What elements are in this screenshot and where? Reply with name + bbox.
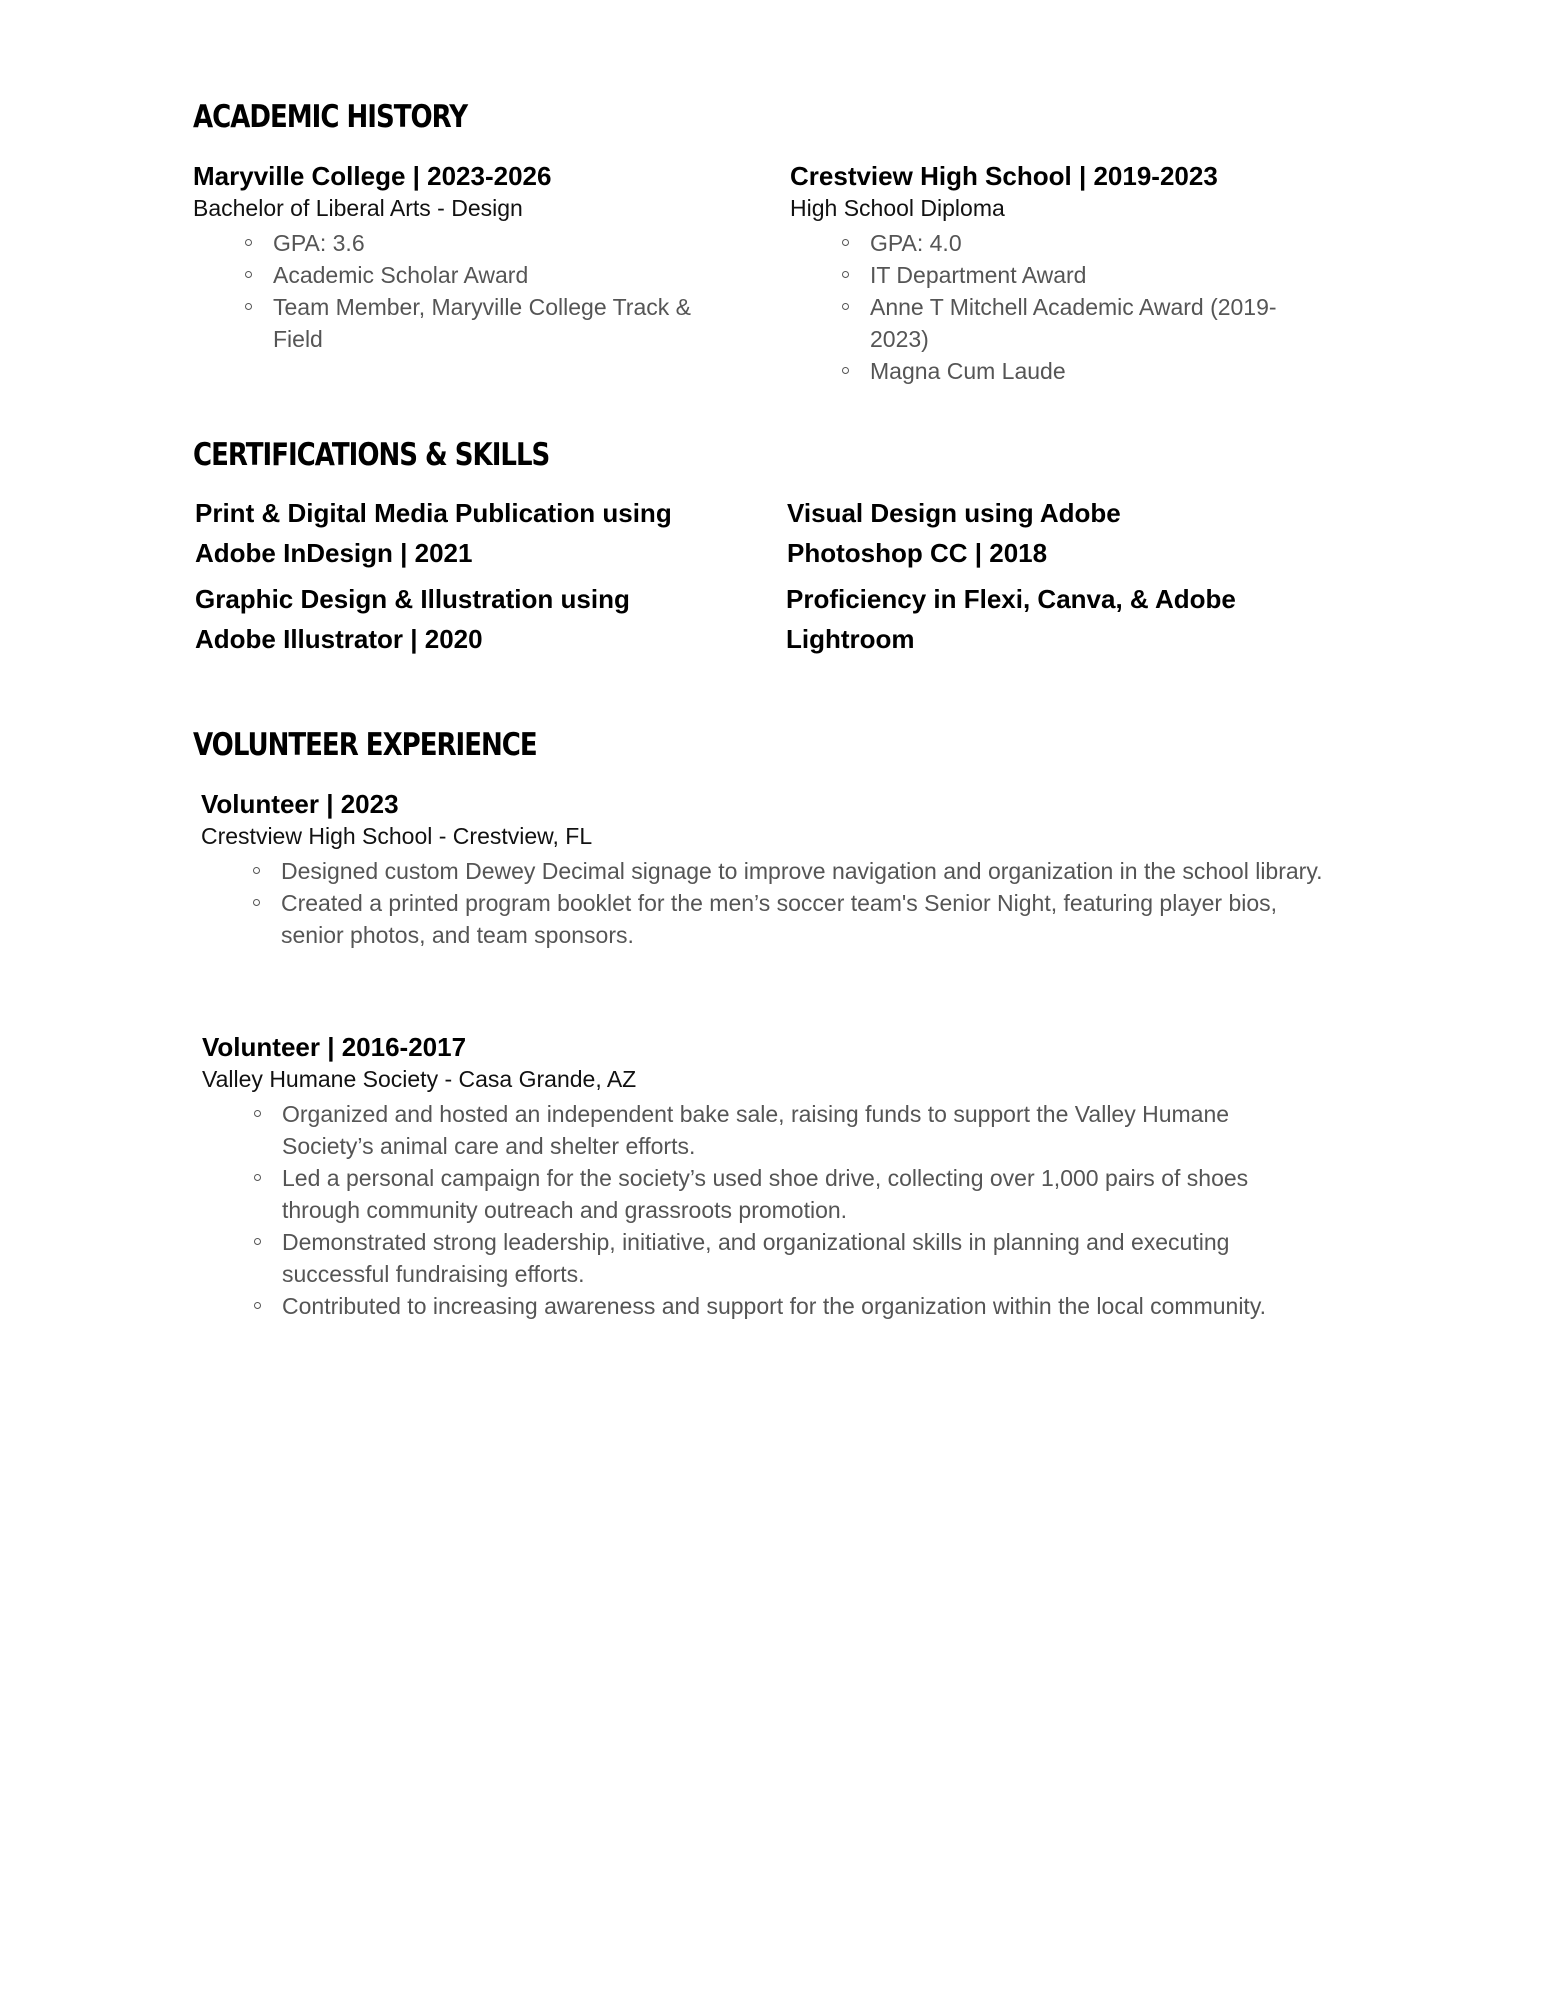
school-title: Maryville College | 2023-2026 (193, 161, 552, 191)
bullet-circle-icon (842, 239, 849, 246)
bullet-circle-icon (842, 367, 849, 374)
bullet-circle-icon (254, 1238, 261, 1245)
list-item: GPA: 4.0 (790, 227, 1315, 259)
school-degree: High School Diploma (790, 195, 1005, 221)
bullet-circle-icon (253, 899, 260, 906)
volunteer-entry-crestview (201, 787, 1331, 951)
volunteer-organization: Crestview High School - Crestview, FL (201, 823, 593, 849)
volunteer-experience-heading: VOLUNTEER EXPERIENCE (193, 727, 537, 763)
volunteer-duties (201, 855, 1331, 951)
list-item: Demonstrated strong leadership, initiative, and organizational skills in planning and executing successful fundraising efforts. (202, 1226, 1322, 1290)
bullet-circle-icon (245, 239, 252, 246)
volunteer-title: Volunteer | 2023 (201, 789, 399, 819)
list-item: Magna Cum Laude (790, 355, 1315, 387)
volunteer-entry-valley-humane (202, 1030, 1322, 1322)
list-item: IT Department Award (790, 259, 1315, 291)
certification-item: Proficiency in Flexi, Canva, & Adobe Lightroom (786, 584, 1236, 654)
bullet-circle-icon (842, 303, 849, 310)
school-title: Crestview High School | 2019-2023 (790, 161, 1218, 191)
volunteer-title: Volunteer | 2016-2017 (202, 1032, 467, 1062)
bullet-circle-icon (842, 271, 849, 278)
list-item: Academic Scholar Award (193, 259, 723, 291)
certification-item: Graphic Design & Illustration using Adobe Illustrator | 2020 (195, 584, 630, 654)
list-item: Anne T Mitchell Academic Award (2019-2023) (790, 291, 1315, 355)
list-item: Created a printed program booklet for the men’s soccer team's Senior Night, featuring player bios, senior photos, and team sponsors. (201, 887, 1331, 951)
school-achievements (790, 227, 1315, 387)
list-item: Team Member, Maryville College Track & Field (193, 291, 723, 355)
bullet-circle-icon (245, 271, 252, 278)
list-item: Designed custom Dewey Decimal signage to improve navigation and organization in the school library. (201, 855, 1331, 887)
academic-history-heading: ACADEMIC HISTORY (193, 99, 468, 135)
school-entry-maryville (193, 159, 723, 355)
bullet-circle-icon (245, 303, 252, 310)
list-item: Contributed to increasing awareness and support for the organization within the local community. (202, 1290, 1322, 1322)
school-achievements (193, 227, 723, 355)
certification-item: Print & Digital Media Publication using Adobe InDesign | 2021 (195, 498, 672, 568)
school-degree: Bachelor of Liberal Arts - Design (193, 195, 523, 221)
school-entry-crestview (790, 159, 1315, 387)
bullet-circle-icon (253, 867, 260, 874)
certification-item: Visual Design using Adobe Photoshop CC | 2018 (787, 498, 1121, 568)
volunteer-organization: Valley Humane Society - Casa Grande, AZ (202, 1066, 637, 1092)
bullet-circle-icon (254, 1302, 261, 1309)
bullet-circle-icon (254, 1110, 261, 1117)
list-item: GPA: 3.6 (193, 227, 723, 259)
bullet-circle-icon (254, 1174, 261, 1181)
list-item: Led a personal campaign for the society’s used shoe drive, collecting over 1,000 pairs of shoes through community outreach and grassroots promotion. (202, 1162, 1322, 1226)
certifications-heading: CERTIFICATIONS & SKILLS (193, 437, 550, 473)
list-item: Organized and hosted an independent bake sale, raising funds to support the Valley Humane Society’s animal care and shelter efforts. (202, 1098, 1322, 1162)
volunteer-duties (202, 1098, 1322, 1322)
